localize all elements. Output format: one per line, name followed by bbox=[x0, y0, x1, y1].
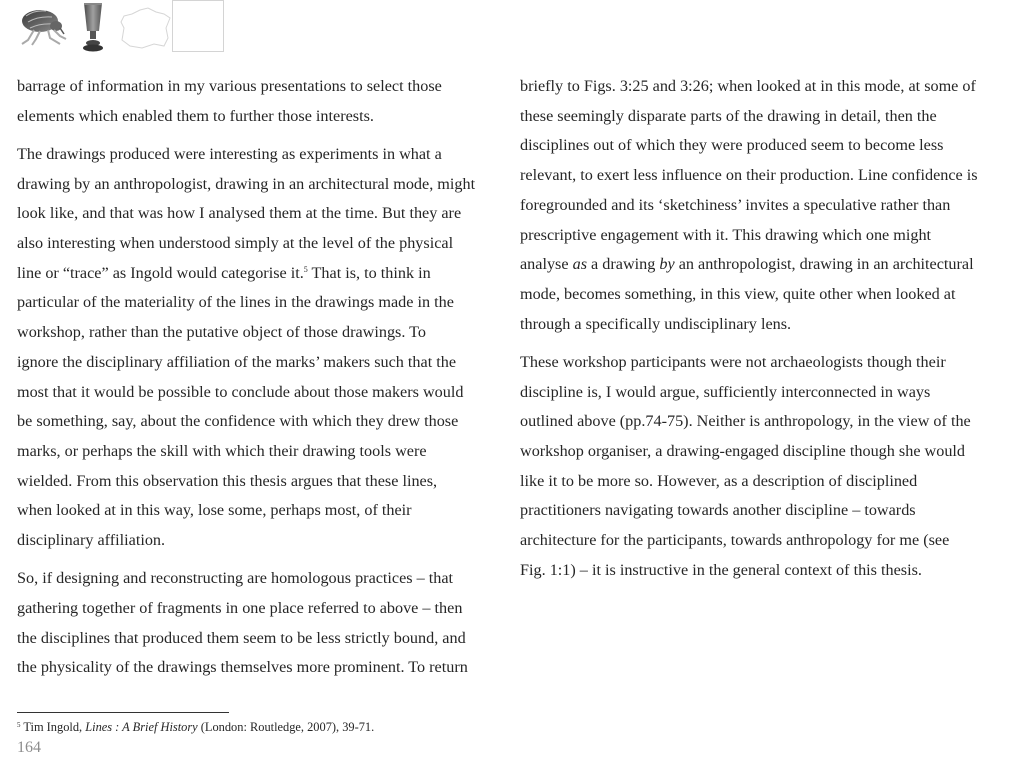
text-line: practitioners navigating towards another discipline – towards bbox=[520, 501, 916, 520]
torn-paper-icon bbox=[118, 4, 174, 50]
paragraph bbox=[17, 140, 499, 556]
text-line: mode, becomes something, in this view, quite other when looked at bbox=[520, 284, 956, 303]
text-segment: analyse bbox=[520, 255, 573, 274]
left-column bbox=[17, 72, 499, 692]
italic-text: by bbox=[659, 255, 675, 274]
text-line: drawing by an anthropologist, drawing in an architectural mode, might bbox=[17, 174, 476, 193]
text-line: The drawings produced were interesting as experiments in what a bbox=[17, 144, 442, 163]
text-line: disciplines out of which they were produced seem to become less bbox=[520, 136, 944, 155]
text-line: like it to be more so. However, as a description of disciplined bbox=[520, 471, 918, 490]
blank-page-thumbnail[interactable] bbox=[172, 0, 224, 52]
text-segment: That is, to think in bbox=[307, 263, 431, 282]
text-line: architecture for the participants, towards anthropology for me (see bbox=[520, 531, 950, 550]
text-line: These workshop participants were not archaeologists though their bbox=[520, 352, 946, 371]
text-line: be something, say, about the confidence with which they drew those bbox=[17, 412, 459, 431]
text-line: barrage of information in my various presentations to select those bbox=[17, 77, 442, 95]
text-line: discipline is, I would argue, sufficiently interconnected in ways bbox=[520, 382, 931, 401]
text-line bbox=[17, 259, 499, 289]
footnote-title: Lines : A Brief History bbox=[85, 720, 198, 734]
flea-image-icon bbox=[16, 6, 70, 48]
footnote-author: Tim Ingold, bbox=[20, 720, 86, 734]
text-line: when looked at in this way, lose some, perhaps most, of their bbox=[17, 501, 412, 520]
text-line: the disciplines that produced them seem to be less strictly bound, and bbox=[17, 628, 466, 647]
text-line: So, if designing and reconstructing are homologous practices – that bbox=[17, 569, 454, 588]
text-line: through a specifically undisciplinary lens. bbox=[520, 314, 792, 333]
text-segment: a drawing bbox=[587, 255, 660, 274]
text-line bbox=[520, 250, 1006, 280]
thumbnail-strip bbox=[0, 0, 240, 56]
paragraph bbox=[520, 72, 1006, 339]
text-line: disciplinary affiliation. bbox=[17, 531, 166, 550]
text-line: prescriptive engagement with it. This drawing which one might bbox=[520, 225, 932, 244]
footnote-number: 5 bbox=[17, 721, 21, 729]
text-line: Fig. 1:1) – it is instructive in the general context of this thesis. bbox=[520, 560, 922, 579]
goblet-thumbnail[interactable] bbox=[80, 1, 106, 53]
footnote-reference[interactable]: 5 bbox=[303, 264, 308, 274]
text-line: elements which enabled them to further those interests. bbox=[17, 106, 374, 125]
text-segment: line or “trace” as Ingold would categorise it. bbox=[17, 263, 304, 282]
footnote bbox=[17, 719, 374, 735]
text-line: ignore the disciplinary affiliation of the marks’ makers such that the bbox=[17, 352, 457, 371]
right-column bbox=[520, 72, 1006, 594]
goblet-image-icon bbox=[80, 1, 106, 53]
text-line: gathering together of fragments in one place referred to above – then bbox=[17, 598, 463, 617]
paragraph bbox=[520, 348, 1006, 586]
text-line: particular of the materiality of the lines in the drawings made in the bbox=[17, 293, 454, 312]
text-line: the physicality of the drawings themselves more prominent. To return bbox=[17, 658, 468, 677]
text-line: foregrounded and its ‘sketchiness’ invites a speculative rather than bbox=[520, 195, 951, 214]
text-line: briefly to Figs. 3:25 and 3:26; when looked at in this mode, at some of bbox=[520, 77, 976, 95]
text-line: most that it would be possible to conclude about those makers would bbox=[17, 382, 464, 401]
text-segment: an anthropologist, drawing in an architectural bbox=[674, 255, 974, 274]
text-line: marks, or perhaps the skill with which their drawing tools were bbox=[17, 441, 427, 460]
parchment-outline-thumbnail[interactable] bbox=[118, 4, 174, 50]
footnote-separator bbox=[17, 712, 229, 713]
page-number: 164 bbox=[17, 739, 41, 756]
italic-text: as bbox=[572, 255, 587, 274]
text-line: relevant, to exert less influence on their production. Line confidence is bbox=[520, 166, 978, 185]
footnote-citation: (London: Routledge, 2007), 39-71. bbox=[197, 720, 375, 734]
text-line: also interesting when understood simply at the level of the physical bbox=[17, 234, 454, 253]
flea-engraving-thumbnail[interactable] bbox=[16, 6, 70, 48]
text-line: these seemingly disparate parts of the drawing in detail, then the bbox=[520, 106, 937, 125]
paragraph bbox=[17, 564, 499, 683]
text-line: wielded. From this observation this thesis argues that these lines, bbox=[17, 471, 438, 490]
text-line: workshop, rather than the putative object of those drawings. To bbox=[17, 323, 427, 342]
text-line: look like, and that was how I analysed them at the time. But they are bbox=[17, 204, 462, 223]
text-line: outlined above (pp.74-75). Neither is anthropology, in the view of the bbox=[520, 412, 971, 431]
paragraph bbox=[17, 72, 499, 131]
text-line: workshop organiser, a drawing-engaged discipline though she would bbox=[520, 441, 966, 460]
